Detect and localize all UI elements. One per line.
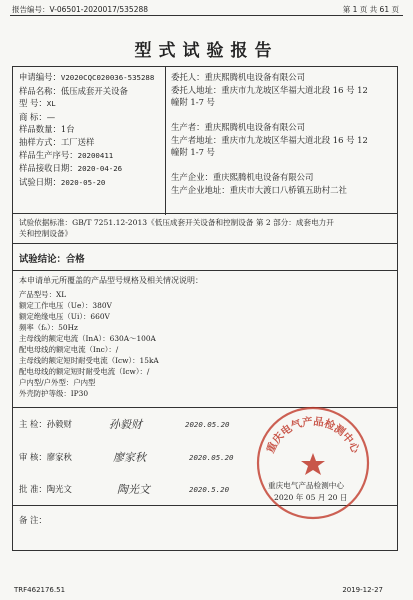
- remarks-label: 备 注：: [19, 515, 47, 525]
- spec-intro: 本申请单元所覆盖的产品型号规格及相关情况说明：: [19, 276, 203, 285]
- field-model: 型 号：XL: [19, 98, 56, 109]
- spec-line: 外壳防护等级：IP30: [19, 389, 89, 398]
- producer: 生产者：重庆熙腾机电设备有限公司: [171, 122, 305, 132]
- form-number: TRF462176.51: [14, 586, 66, 594]
- sample-info: [19, 71, 164, 189]
- approver-date: 2020.5.20: [189, 485, 230, 494]
- field-test-date: 试验日期：2020-05-20: [19, 176, 106, 187]
- reviewer-signature: 廖家秋: [113, 451, 146, 464]
- official-seal-icon: [255, 405, 371, 521]
- field-serial: 样品生产序号：20200411: [19, 149, 114, 160]
- header-rule: [10, 15, 403, 16]
- spacer: [171, 109, 395, 122]
- spec-line: 产品型号：XL: [19, 290, 67, 299]
- signature-row-approver: 批 准：陶光文: [19, 484, 72, 494]
- field-receive-date: 样品接收日期：2020-04-26: [19, 163, 123, 174]
- report-number: 报告编号：V-06501-2020017/535288: [12, 5, 149, 14]
- page-title: 型式试验报告: [134, 41, 279, 61]
- test-basis-line2: 关和控制设备》: [19, 229, 73, 238]
- spacer: [171, 159, 395, 172]
- field-trademark: 商 标：—: [19, 111, 56, 122]
- spec-line: 频率（fₙ）：50Hz: [19, 323, 78, 332]
- field-sampling: 抽样方式：工厂送样: [19, 136, 95, 147]
- client-address: 委托人地址：重庆市九龙坡区华福大道北段 16 号 12: [171, 84, 368, 95]
- signature-row-inspector: 主 检：孙毅财: [19, 419, 72, 429]
- field-sample-name: 样品名称：低压成套开关设备: [19, 85, 128, 96]
- spec-line: 额定工作电压（Ue）：380V: [19, 301, 112, 310]
- info-box: [12, 66, 398, 214]
- reviewer-date: 2020.05.20: [189, 453, 234, 462]
- conclusion-box: [12, 244, 398, 271]
- column-divider: [165, 67, 166, 215]
- approver-signature: 陶光文: [117, 483, 150, 496]
- inspector-signature: 孙毅财: [109, 418, 142, 431]
- issuer-name: 重庆电气产品检测中心: [268, 481, 344, 490]
- spec-line: 配电母线的额定电流（Inc）：/: [19, 345, 119, 354]
- inspector-date: 2020.05.20: [185, 420, 230, 429]
- factory-address: 生产企业地址：重庆市大渡口八桥镇五助村二社: [171, 184, 347, 195]
- factory: 生产企业：重庆熙腾机电设备有限公司: [171, 172, 314, 182]
- producer-address-cont: 幢附 1-7 号: [171, 147, 215, 157]
- issuer-date: 2020 年 05 月 20 日: [274, 493, 348, 502]
- test-conclusion: 试验结论：合格: [19, 254, 85, 265]
- client: 委托人：重庆熙腾机电设备有限公司: [171, 72, 305, 82]
- page-indicator: 第 1 页 共 61 页: [342, 5, 399, 14]
- producer-address: 生产者地址：重庆市九龙坡区华福大道北段 16 号 12: [171, 134, 368, 145]
- test-basis-line1: 试验依据标准：GB/T 7251.12-2013《低压成套开关设备和控制设备 第 2 部分：成套电力开: [19, 218, 334, 227]
- client-address-cont: 幢附 1-7 号: [171, 97, 215, 107]
- spec-line: 主母线的额定短时耐受电流（Icw）：15kA: [19, 356, 159, 365]
- spec-line: 户内型/户外型：户内型: [19, 378, 96, 387]
- field-quantity: 样品数量：1台: [19, 124, 75, 135]
- svg-text:重庆电气产品检测中心: 重庆电气产品检测中心: [264, 415, 362, 456]
- spec-line: 主母线的额定电流（InA）：630A～100A: [19, 334, 156, 343]
- signature-row-reviewer: 审 核：廖家秋: [19, 452, 72, 462]
- spec-line: 配电母线的额定短时耐受电流（Icw）：/: [19, 367, 150, 376]
- spec-line: 额定绝缘电压（Ui）：660V: [19, 312, 110, 321]
- test-basis-box: [12, 214, 398, 244]
- field-application-no: 申请编号：V2020CQC020036-535288: [19, 72, 155, 82]
- form-date: 2019-12-27: [342, 586, 383, 594]
- party-info: [171, 71, 395, 196]
